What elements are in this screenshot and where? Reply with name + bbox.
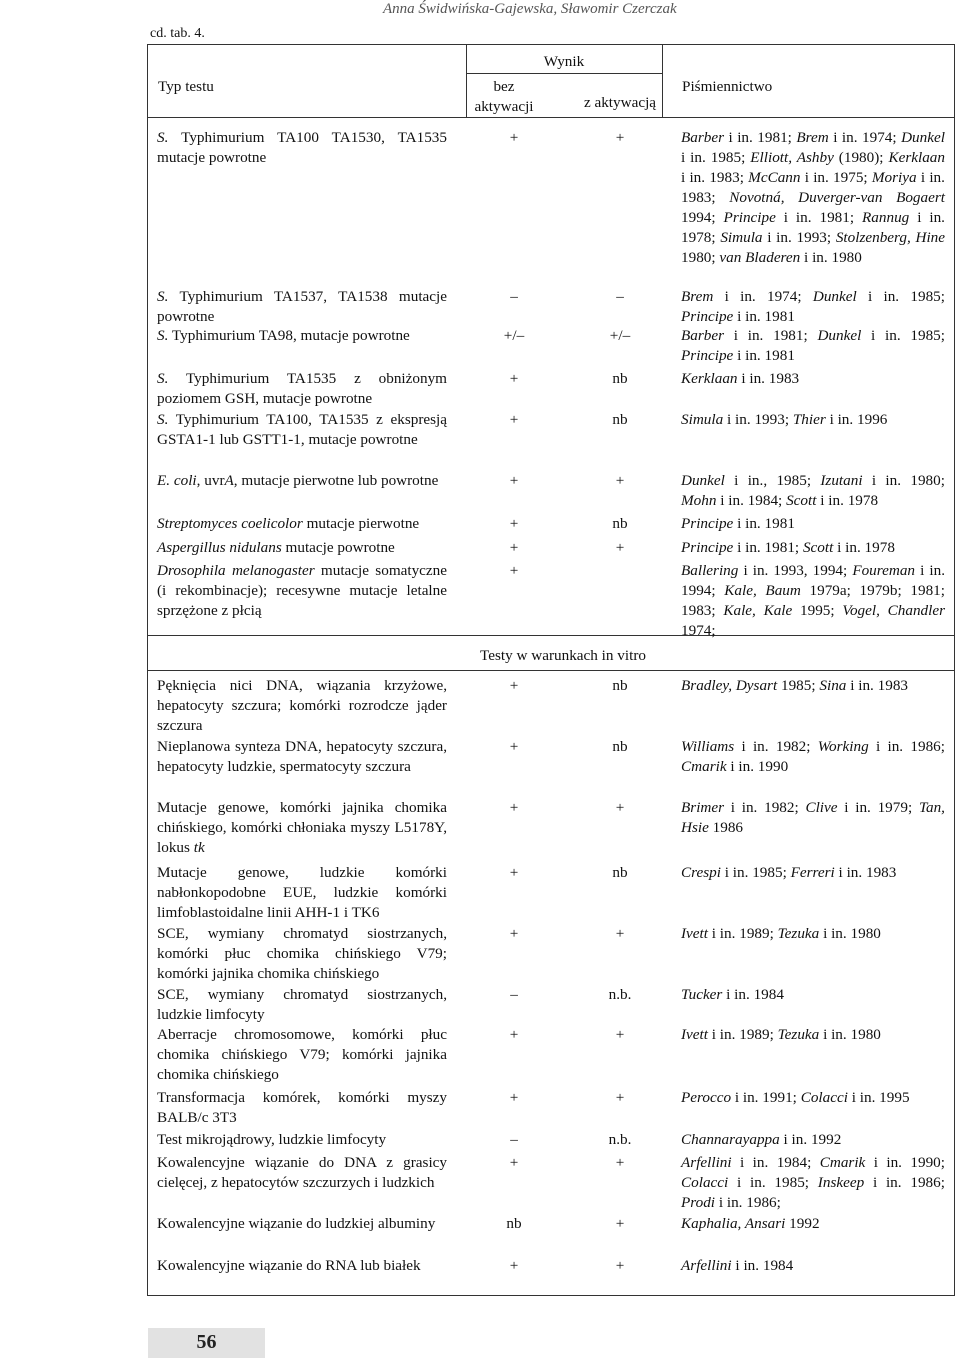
cell-with-activation: + xyxy=(615,1026,625,1043)
cell-literature: Arfellini i in. 1984 xyxy=(681,1257,794,1274)
running-head: Anna Świdwińska-Gajewska, Sławomir Czerczak xyxy=(383,1,677,17)
cell-without-activation: + xyxy=(509,677,519,694)
cell-with-activation: + xyxy=(615,1257,625,1274)
page-number-box xyxy=(148,1328,265,1358)
cell-literature: Williams i in. 1982; Working i in. 1986; Cmarik i in. 1990 xyxy=(681,738,945,775)
vitro-rule-bottom xyxy=(148,670,954,671)
cell-test-type: Mutacje genowe, ludzkie komórki nabłonkopodobne EUE, ludzkie komórki limfoblastoidalne linii AHH-1 i TK6 xyxy=(157,864,447,921)
cell-without-activation: + xyxy=(509,738,519,755)
cell-with-activation: +/– xyxy=(609,327,631,344)
cell-test-type: Transformacja komórek, komórki myszy BALB/c 3T3 xyxy=(157,1089,447,1126)
cell-without-activation: +/– xyxy=(503,327,525,344)
cell-literature: Principe i in. 1981 xyxy=(681,515,795,532)
cell-with-activation: + xyxy=(615,799,625,816)
cell-without-activation: + xyxy=(509,1257,519,1274)
cell-literature: Barber i in. 1981; Dunkel i in. 1985; Principe i in. 1981 xyxy=(681,327,945,364)
cell-literature: Arfellini i in. 1984; Cmarik i in. 1990; Colacci i in. 1985; Inskeep i in. 1986; Prodi i in. 1986; xyxy=(681,1154,945,1211)
cell-literature: Ivett i in. 1989; Tezuka i in. 1980 xyxy=(681,1026,881,1043)
cell-test-type: SCE, wymiany chromatyd siostrzanych, komórki płuc chomika chińskiego V79; komórki jajnika chomika chińskiego xyxy=(157,925,447,982)
cell-literature: Brimer i in. 1982; Clive i in. 1979; Tan, Hsie 1986 xyxy=(681,799,945,836)
cell-test-type: S. Typhimurium TA100, TA1535 z ekspresją GSTA1-1 lub GSTT1-1, mutacje powrotne xyxy=(157,411,447,448)
cell-with-activation: + xyxy=(615,925,625,942)
cell-literature: Principe i in. 1981; Scott i in. 1978 xyxy=(681,539,895,556)
cell-without-activation: + xyxy=(509,799,519,816)
cell-literature: Ivett i in. 1989; Tezuka i in. 1980 xyxy=(681,925,881,942)
cell-test-type: Test mikrojądrowy, ludzkie limfocyty xyxy=(157,1131,387,1148)
cell-literature: Channarayappa i in. 1992 xyxy=(681,1131,842,1148)
cell-without-activation: + xyxy=(509,515,519,532)
cell-without-activation: + xyxy=(509,562,519,579)
cell-test-type: Pęknięcia nici DNA, wiązania krzyżowe, hepatocyty szczura; komórki rozrodcze jąder szczura xyxy=(157,677,447,734)
cell-with-activation: + xyxy=(615,539,625,556)
cell-literature: Crespi i in. 1985; Ferreri i in. 1983 xyxy=(681,864,897,881)
section-in-vitro: Testy w warunkach in vitro xyxy=(480,647,646,664)
cell-without-activation: + xyxy=(509,411,519,428)
cell-without-activation: – xyxy=(510,986,518,1003)
cell-with-activation: nb xyxy=(612,411,628,428)
header-with-activation: z aktywacją xyxy=(583,94,657,111)
cell-test-type: Kowalencyjne wiązanie do DNA z grasicy cielęcej, z hepatocytów szczurzych i ludzkich xyxy=(157,1154,447,1191)
cell-literature: Barber i in. 1981; Brem i in. 1974; Dunkel i in. 1985; Elliott, Ashby (1980); Kerklaan i in. 1983; McCann i in. 1975; Moriya i in. 1983; Novotná, Duverger-van Bogaert 1994; Principe i in. 1981; Rannug i in. 1978; Simula i in. 1993; Stolzenberg, Hine 1980; van Bladeren i in. 1980 xyxy=(681,129,946,266)
header-rule-result xyxy=(466,73,662,74)
cell-literature: Dunkel i in., 1985; Izutani i in. 1980; Mohn i in. 1984; Scott i in. 1978 xyxy=(681,472,945,509)
cell-with-activation: + xyxy=(615,129,625,146)
cell-without-activation: nb xyxy=(506,1215,522,1232)
cell-with-activation: nb xyxy=(612,864,628,881)
cell-without-activation: + xyxy=(509,370,519,387)
cell-literature: Kaphalia, Ansari 1992 xyxy=(681,1215,820,1232)
cell-test-type: Streptomyces coelicolor mutacje pierwotne xyxy=(157,515,420,532)
header-result: Wynik xyxy=(543,53,585,70)
cell-test-type: Aspergillus nidulans mutacje powrotne xyxy=(157,539,395,556)
cell-without-activation: + xyxy=(509,1026,519,1043)
cell-test-type: Kowalencyjne wiązanie do RNA lub białek xyxy=(157,1257,421,1274)
cell-literature: Kerklaan i in. 1983 xyxy=(681,370,800,387)
cell-test-type: S. Typhimurium TA100 TA1530, TA1535 mutacje powrotne xyxy=(157,129,447,166)
cell-test-type: E. coli, uvrA, mutacje pierwotne lub powrotne xyxy=(157,472,439,489)
cell-test-type: S. Typhimurium TA1535 z obniżonym poziomem GSH, mutacje powrotne xyxy=(157,370,447,407)
cell-test-type: Kowalencyjne wiązanie do ludzkiej albuminy xyxy=(157,1215,436,1232)
cell-test-type: Mutacje genowe, komórki jajnika chomika chińskiego, komórki chłoniaka myszy L5178Y, lokus tk xyxy=(157,799,447,856)
cell-without-activation: + xyxy=(509,539,519,556)
cell-without-activation: + xyxy=(509,1154,519,1171)
cell-with-activation: + xyxy=(615,1089,625,1106)
cell-with-activation: + xyxy=(615,1215,625,1232)
cell-test-type: Nieplanowa synteza DNA, hepatocyty szczura, hepatocyty ludzkie, spermatocyty szczura xyxy=(157,738,447,775)
cell-without-activation: + xyxy=(509,925,519,942)
cell-test-type: Drosophila melanogaster mutacje somatyczne (i rekombinacje); recesywne mutacje letalne sprzężone z płcią xyxy=(157,562,447,619)
cell-literature: Perocco i in. 1991; Colacci i in. 1995 xyxy=(681,1089,910,1106)
cell-literature: Brem i in. 1974; Dunkel i in. 1985; Principe i in. 1981 xyxy=(681,288,945,325)
cell-with-activation: nb xyxy=(612,370,628,387)
cell-without-activation: + xyxy=(509,1089,519,1106)
cell-test-type: S. Typhimurium TA1537, TA1538 mutacje powrotne xyxy=(157,288,447,325)
header-rule-bottom xyxy=(148,117,954,118)
header-literature: Piśmiennictwo xyxy=(682,78,773,95)
cell-with-activation: n.b. xyxy=(608,986,632,1003)
cell-without-activation: – xyxy=(510,288,518,305)
cell-without-activation: – xyxy=(510,1131,518,1148)
cell-with-activation: + xyxy=(615,1154,625,1171)
cell-without-activation: + xyxy=(509,864,519,881)
cell-test-type: S. Typhimurium TA98, mutacje powrotne xyxy=(157,327,410,344)
cell-with-activation: nb xyxy=(612,738,628,755)
cell-test-type: Aberracje chromosomowe, komórki płuc chomika chińskiego V79; komórki jajnika chomika chińskiego xyxy=(157,1026,447,1083)
header-type: Typ testu xyxy=(158,78,214,95)
cell-without-activation: + xyxy=(509,472,519,489)
header-without-activation: bez aktywacji xyxy=(474,78,534,115)
cell-literature: Tucker i in. 1984 xyxy=(681,986,784,1003)
cell-without-activation: + xyxy=(509,129,519,146)
cell-with-activation: n.b. xyxy=(608,1131,632,1148)
cell-with-activation: – xyxy=(616,288,624,305)
page-number: 56 xyxy=(196,1331,217,1353)
cell-literature: Bradley, Dysart 1985; Sina i in. 1983 xyxy=(681,677,909,694)
cell-literature: Ballering i in. 1993, 1994; Foureman i in. 1994; Kale, Baum 1979a; 1979b; 1981; 1983; Kale, Kale 1995; Vogel, Chandler 1974; xyxy=(681,562,946,639)
cell-with-activation: + xyxy=(615,472,625,489)
cell-test-type: SCE, wymiany chromatyd siostrzanych, ludzkie limfocyty xyxy=(157,986,447,1023)
table-continuation-tag: cd. tab. 4. xyxy=(150,26,205,41)
cell-literature: Simula i in. 1993; Thier i in. 1996 xyxy=(681,411,888,428)
cell-with-activation: nb xyxy=(612,677,628,694)
cell-with-activation: nb xyxy=(612,515,628,532)
